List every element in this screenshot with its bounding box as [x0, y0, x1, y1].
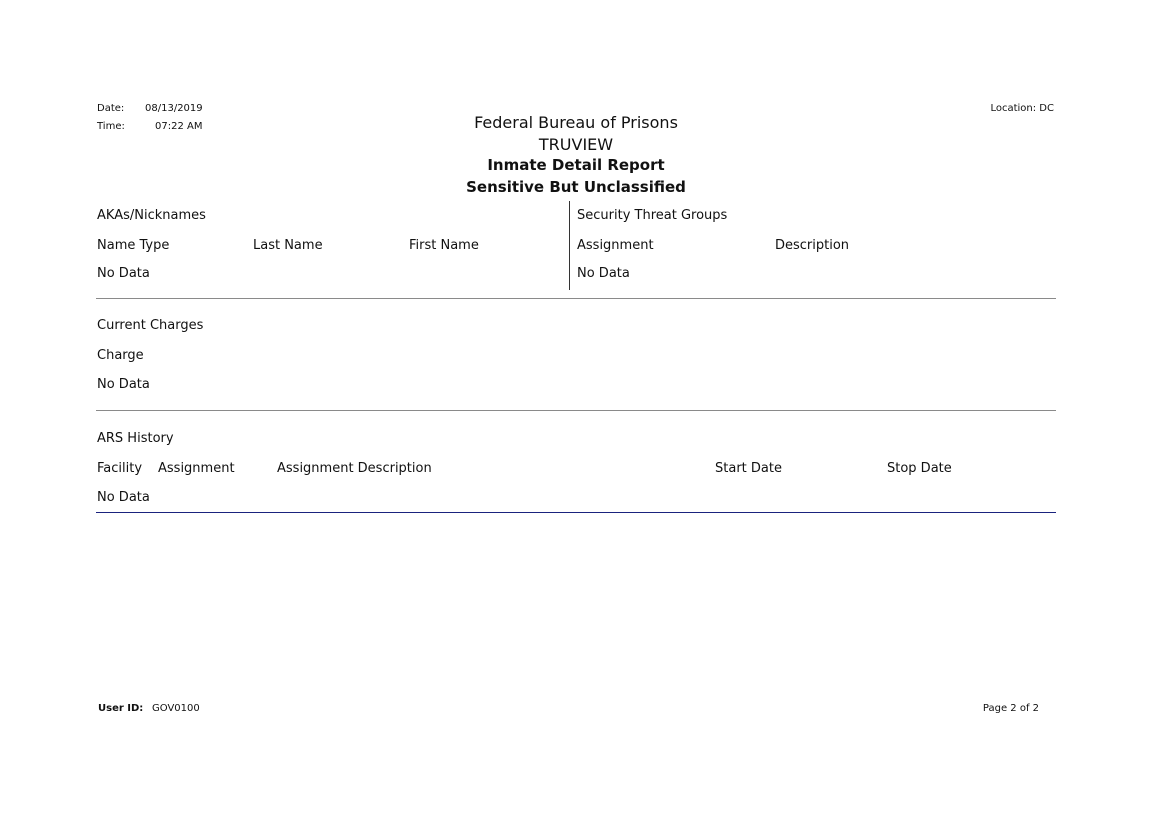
stg-col-assignment: Assignment: [577, 238, 654, 253]
stg-empty-text: No Data: [577, 266, 630, 281]
ars-col-assignment: Assignment: [158, 461, 235, 476]
report-end-rule: [96, 512, 1056, 513]
ars-empty-text: No Data: [97, 490, 150, 505]
user-id-label: User ID:: [98, 703, 144, 714]
section-divider: [96, 298, 1056, 299]
ars-col-start-date: Start Date: [715, 461, 782, 476]
location-text: Location: DC: [990, 103, 1054, 114]
charges-col-charge: Charge: [97, 348, 144, 363]
stg-title: Security Threat Groups: [577, 208, 728, 223]
report-title: Inmate Detail Report: [487, 156, 665, 174]
stg-col-description: Description: [775, 238, 850, 253]
time-value: 07:22 AM: [155, 121, 203, 132]
ars-col-facility: Facility: [97, 461, 143, 476]
org-title: Federal Bureau of Prisons: [474, 113, 678, 132]
time-label: Time:: [97, 121, 125, 132]
classification-label: Sensitive But Unclassified: [466, 178, 686, 196]
page-number: Page 2 of 2: [982, 703, 1039, 714]
akas-empty-text: No Data: [97, 266, 150, 281]
system-title: TRUVIEW: [538, 135, 614, 154]
section-divider: [96, 410, 1056, 411]
akas-col-first-name: First Name: [409, 238, 479, 253]
akas-col-last-name: Last Name: [253, 238, 323, 253]
user-id-value: GOV0100: [152, 703, 200, 714]
charges-empty-text: No Data: [97, 377, 150, 392]
charges-title: Current Charges: [97, 318, 204, 333]
akas-title: AKAs/Nicknames: [97, 208, 206, 223]
ars-col-stop-date: Stop Date: [887, 461, 952, 476]
ars-col-assignment-description: Assignment Description: [277, 461, 432, 476]
ars-title: ARS History: [97, 431, 174, 446]
column-divider: [569, 201, 570, 290]
akas-col-name-type: Name Type: [97, 238, 170, 253]
date-value: 08/13/2019: [145, 103, 203, 114]
date-label: Date:: [97, 103, 125, 114]
